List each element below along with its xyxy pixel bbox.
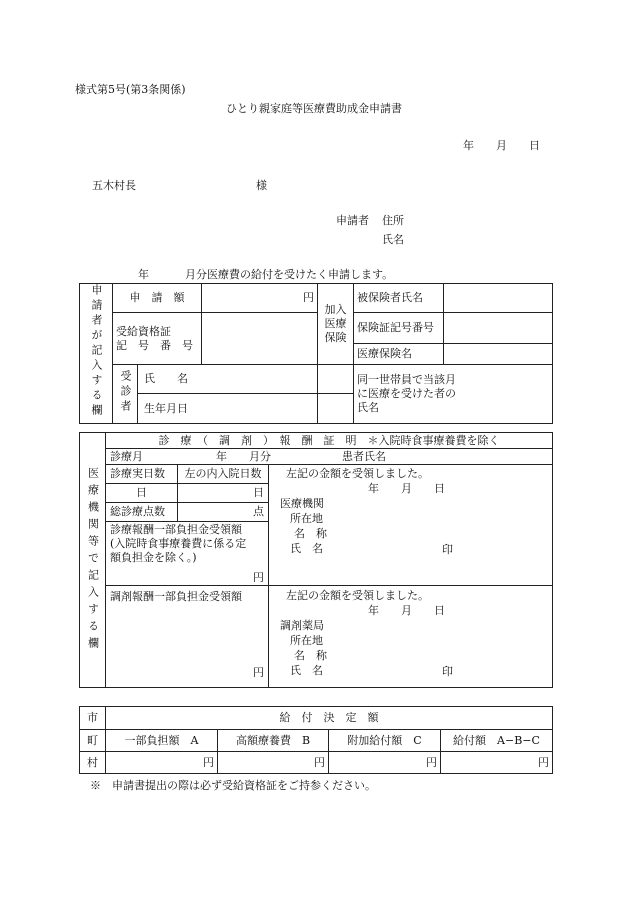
household-note: 同一世帯員で当該月 に医療を受けた者の 氏名 [354,365,553,424]
col-high-cost: 高額療養費 B [218,730,329,752]
copay-yen: 円 [253,571,264,584]
recipient-birth-label: 生年月日 [144,402,188,415]
date-line: 年 月 日 [463,139,540,152]
col-partial-burden: 一部負担額 A [106,730,218,752]
address-label: 住所 [382,214,404,227]
amount-yen: 円 [202,284,318,313]
applicant-side-label: 申請者が記入する欄 [80,284,113,424]
addressee: 五木村長 [92,179,136,192]
request-text: 月分医療費の給付を受けたく申請します。 [185,268,394,281]
medical-header: 診 療 （ 調 剤 ） 報 酬 証 明 ＊入院時食事療養費を除く [106,433,552,449]
days-unit: 日 [106,484,178,503]
recipient-fields [138,365,318,424]
institution-seal: 印 [442,543,453,556]
request-year: 年 [138,268,149,281]
pharmacy-seal: 印 [442,665,453,678]
footnote: ※ 申請書提出の際は必ず受給資格証をご持参ください。 [90,779,376,792]
insurance-name-value [444,344,553,365]
honorific: 様 [256,179,267,192]
insurance-group-label: 加入 医療 保険 [318,284,354,365]
pharmacy-copay-yen: 円 [253,666,264,679]
amount-label: 申 請 額 [113,284,202,313]
copay-label: 診療報酬一部負担金受領額 (入院時食事療養費に係る定 額負担金を除く。) [110,523,247,564]
insured-name-value [444,284,553,313]
yen-total: 円 [441,752,553,774]
insured-name-label: 被保険者氏名 [354,284,444,313]
applicant-label: 申請者 [336,214,369,227]
form-number: 様式第5号(第3条関係) [75,83,186,96]
benefit-header: 給 付 決 定 額 [106,707,553,730]
yen-b: 円 [218,752,329,774]
col-benefit: 給付額 A−B−C [441,730,553,752]
insurance-card-label: 保険証記号番号 [354,313,444,344]
municipal-side-1: 市 [80,707,106,730]
days-label: 診療実日数 [106,465,178,484]
recipient-values [318,365,354,424]
form-title: ひとり親家庭等医療費助成金申請書 [226,102,402,115]
pharmacy-block: 左記の金額を受領しました。 年 月 日 調剤薬局 所在地 名 称 氏 名 [280,589,445,677]
yen-c: 円 [329,752,441,774]
yen-a: 円 [106,752,218,774]
cert-number-label: 受給資格証 記 号 番 号 [113,313,202,365]
cert-number-value [202,313,318,365]
applicant-table [79,283,553,424]
inpatient-days-label: 左の内入院日数 [178,465,268,484]
recipient-name-label: 氏 名 [138,365,317,394]
pharmacy-copay-label: 調剤報酬一部負担金受領額 [110,590,242,603]
pharmacy-left [106,586,269,687]
municipal-side-3: 村 [80,752,106,774]
insurance-name-label: 医療保険名 [354,344,444,365]
medical-month-row: 診療月 年 月分 患者氏名 [106,449,552,465]
points-label: 総診療点数 [106,503,178,522]
points-unit: 点 [178,503,268,522]
insurance-card-value [444,313,553,344]
medical-section [79,432,553,688]
inpatient-days-unit: 日 [178,484,268,503]
benefit-table [79,706,553,774]
col-additional: 附加給付額 C [329,730,441,752]
recipient-label: 受診者 [113,365,138,424]
institution-block: 左記の金額を受領しました。 年 月 日 医療機関 所在地 名 称 氏 名 [280,467,445,555]
medical-side-label: 医療機関等で記入する欄 [80,433,106,687]
medical-left-cells [106,465,269,585]
name-label: 氏名 [382,233,404,246]
municipal-side-2: 町 [80,730,106,752]
